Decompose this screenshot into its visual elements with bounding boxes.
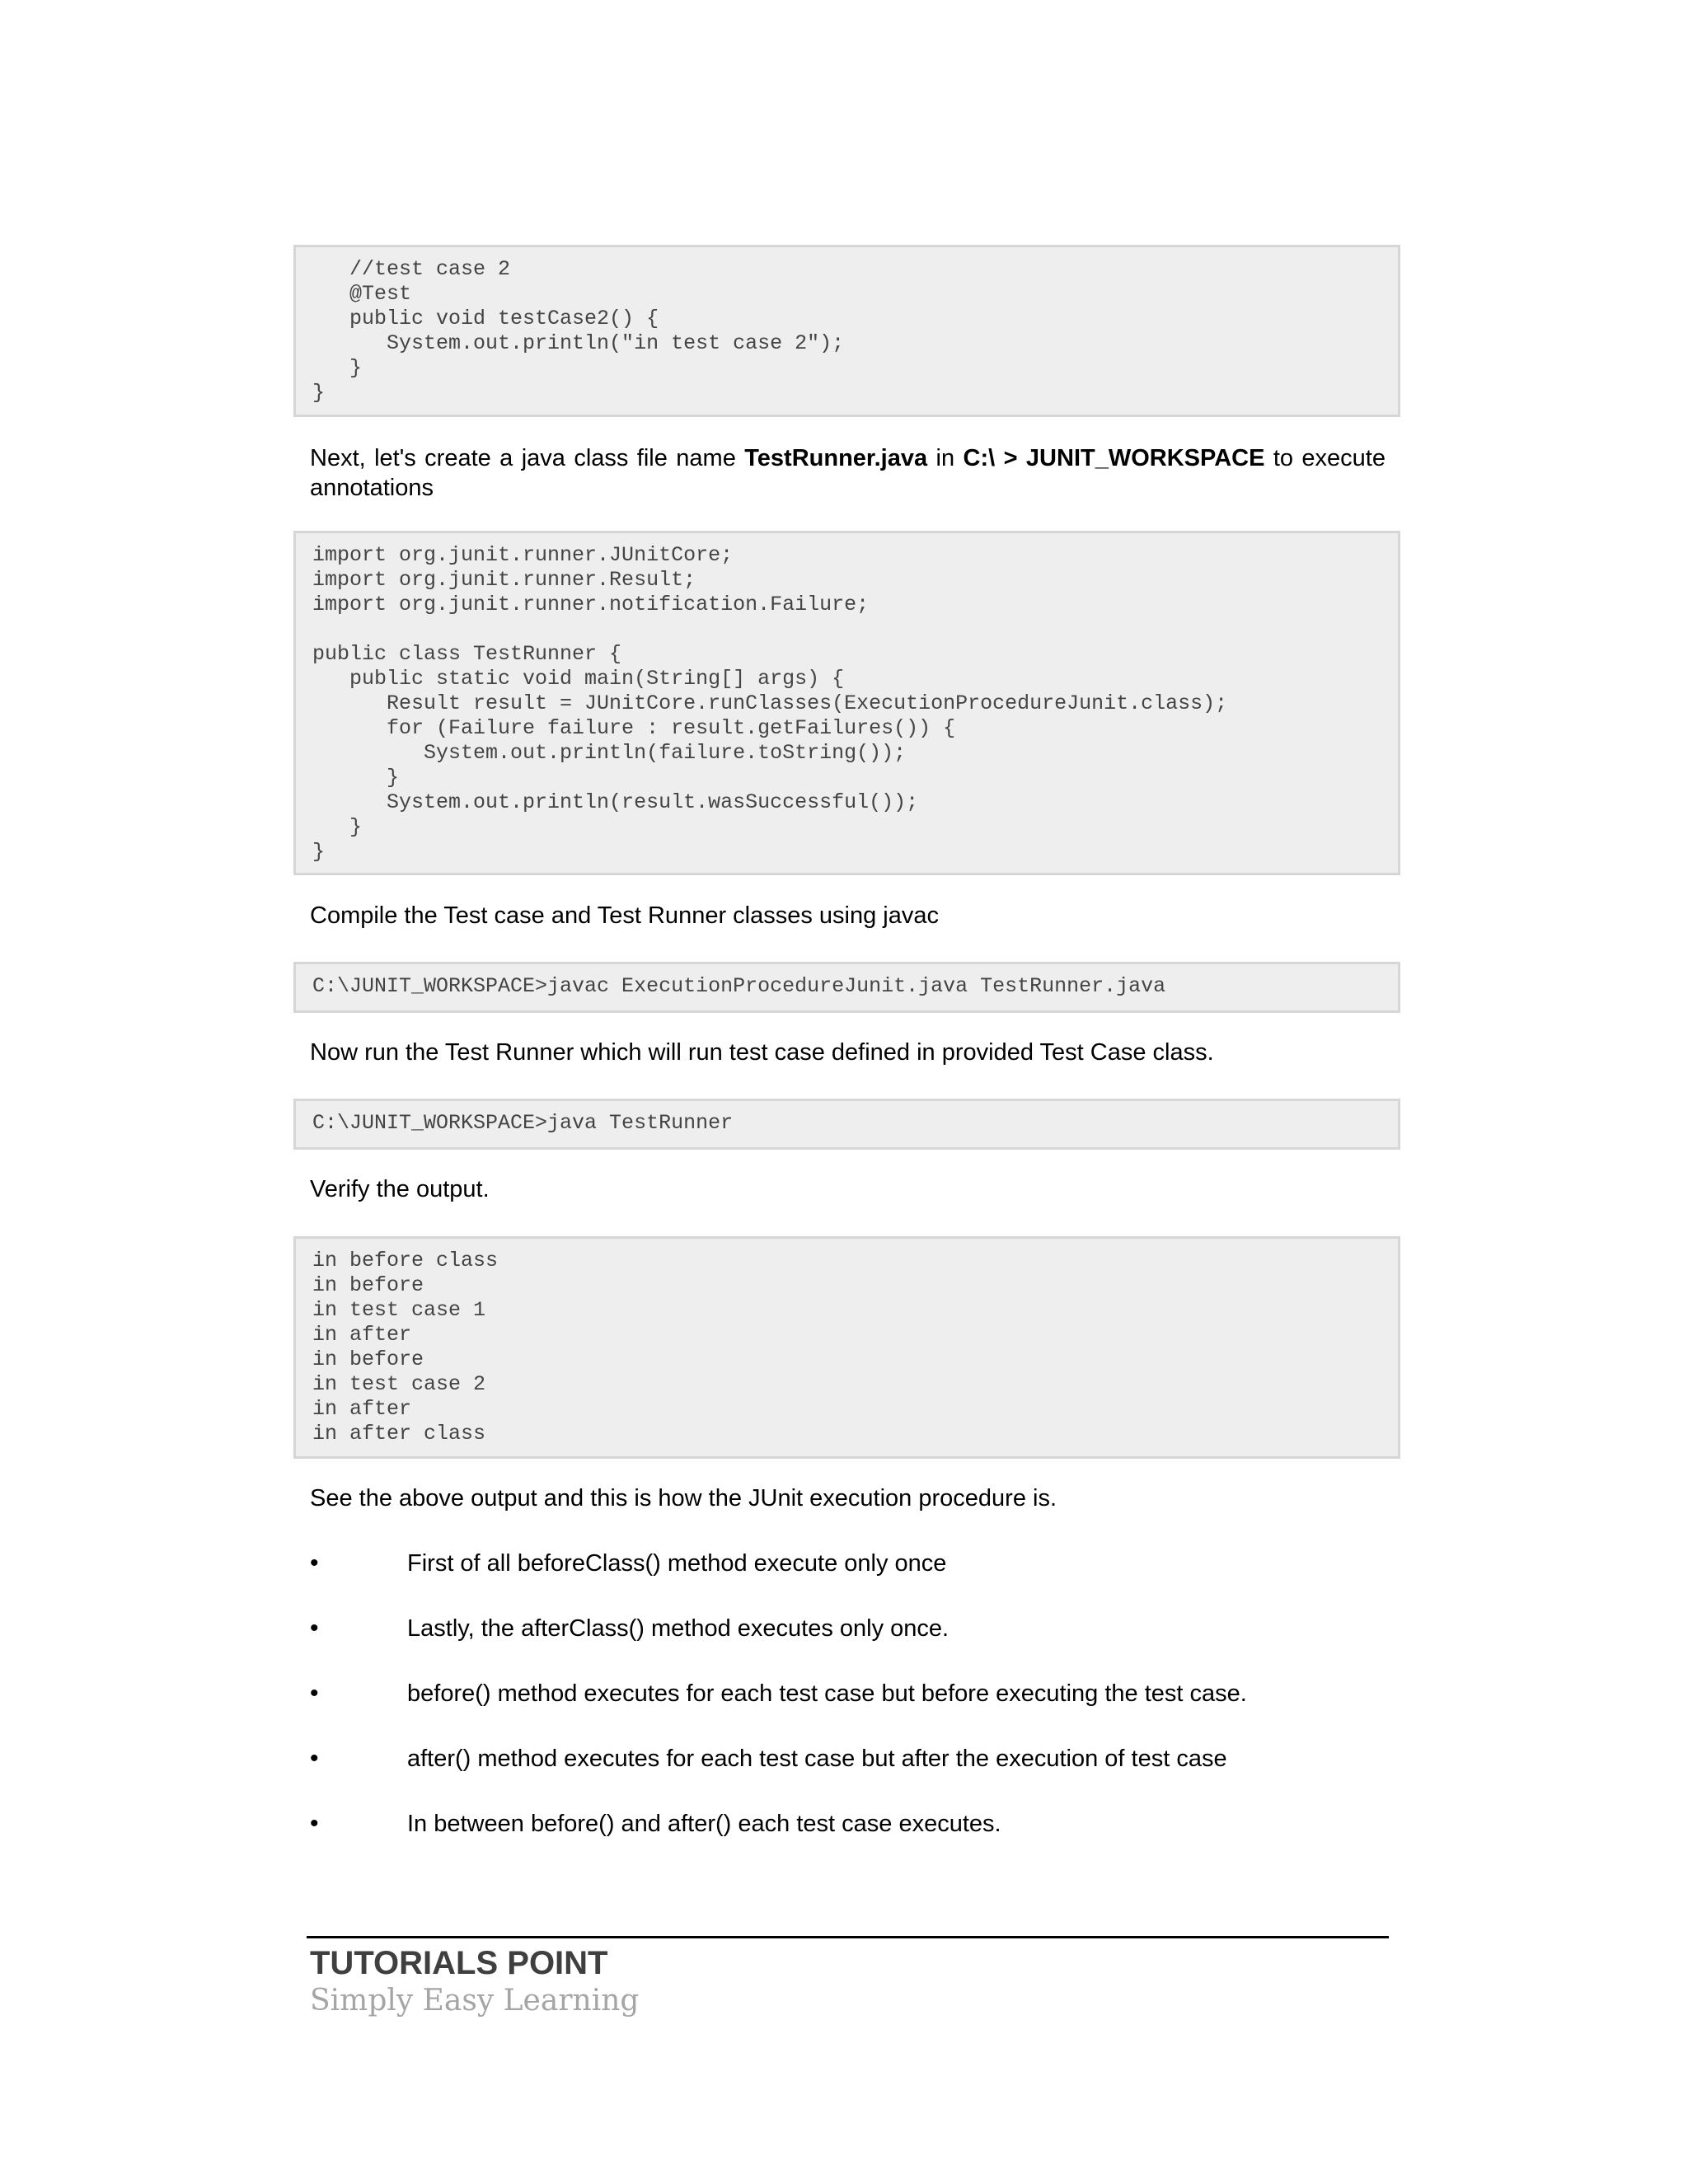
bullet-icon: • xyxy=(310,1810,319,1837)
list-item-text: Lastly, the afterClass() method executes only once. xyxy=(407,1615,950,1642)
bullet-icon: • xyxy=(310,1549,319,1577)
list-item xyxy=(310,1614,1398,1647)
bullet-icon: • xyxy=(310,1680,319,1707)
list-item-text: In between before() and after() each test case executes. xyxy=(407,1811,1001,1837)
list-item-text: before() method executes for each test case but before executing the test case. xyxy=(407,1680,1247,1707)
intro-text-1: Next, let's create a java class file name xyxy=(310,445,745,471)
code-block-text: import org.junit.runner.JUnitCore; import org.junit.runner.Result; import org.junit.runner.notification.Failure; public class TestRunner { public static void main(String[] args) { Result result = JUnitCore.runClasses(ExecutionProcedureJunit.class); for (Failure failure : result.getFailures()) { System.out.println(failure.toString()); } System.out.println(result.wasSuccessful()); } } xyxy=(312,543,1228,864)
code-block-test-runner xyxy=(293,531,1400,875)
list-item-text: First of all beforeClass() method execute only once xyxy=(407,1550,947,1577)
code-block-java-command xyxy=(293,1099,1400,1150)
intro-path: C:\ > JUNIT_WORKSPACE xyxy=(963,445,1265,471)
run-paragraph: Now run the Test Runner which will run test case defined in provided Test Case class. xyxy=(310,1039,1214,1066)
code-block-javac-command xyxy=(293,962,1400,1013)
code-block-test-case-2 xyxy=(293,245,1400,417)
list-item-text: after() method executes for each test case but after the execution of test case xyxy=(407,1746,1227,1772)
code-block-text: C:\JUNIT_WORKSPACE>javac ExecutionProcedureJunit.java TestRunner.java xyxy=(312,974,1166,998)
compile-paragraph: Compile the Test case and Test Runner classes using javac xyxy=(310,902,940,929)
intro-text-2: in xyxy=(927,445,964,471)
verify-paragraph: Verify the output. xyxy=(310,1176,490,1202)
intro-paragraph xyxy=(310,443,1386,503)
summary-paragraph: See the above output and this is how the JUnit execution procedure is. xyxy=(310,1485,1057,1511)
code-block-output xyxy=(293,1236,1400,1459)
intro-text-3: to execute annotations xyxy=(310,445,1386,501)
list-item xyxy=(310,1809,1398,1842)
code-block-text: //test case 2 @Test public void testCase2() { System.out.println("in test case 2"); } } xyxy=(312,257,845,405)
list-item xyxy=(310,1744,1398,1777)
list-item xyxy=(310,1549,1398,1582)
footer-brand: TUTORIALS POINT xyxy=(310,1945,608,1981)
intro-file-name: TestRunner.java xyxy=(744,445,928,471)
footer-divider xyxy=(307,1936,1389,1938)
code-block-text: C:\JUNIT_WORKSPACE>java TestRunner xyxy=(312,1111,734,1135)
code-block-text: in before class in before in test case 1 in after in before in test case 2 in after in after class xyxy=(312,1249,499,1446)
list-item xyxy=(310,1679,1398,1712)
bullet-icon: • xyxy=(310,1745,319,1772)
bullet-icon: • xyxy=(310,1615,319,1642)
footer-tagline: Simply Easy Learning xyxy=(310,1984,640,2018)
